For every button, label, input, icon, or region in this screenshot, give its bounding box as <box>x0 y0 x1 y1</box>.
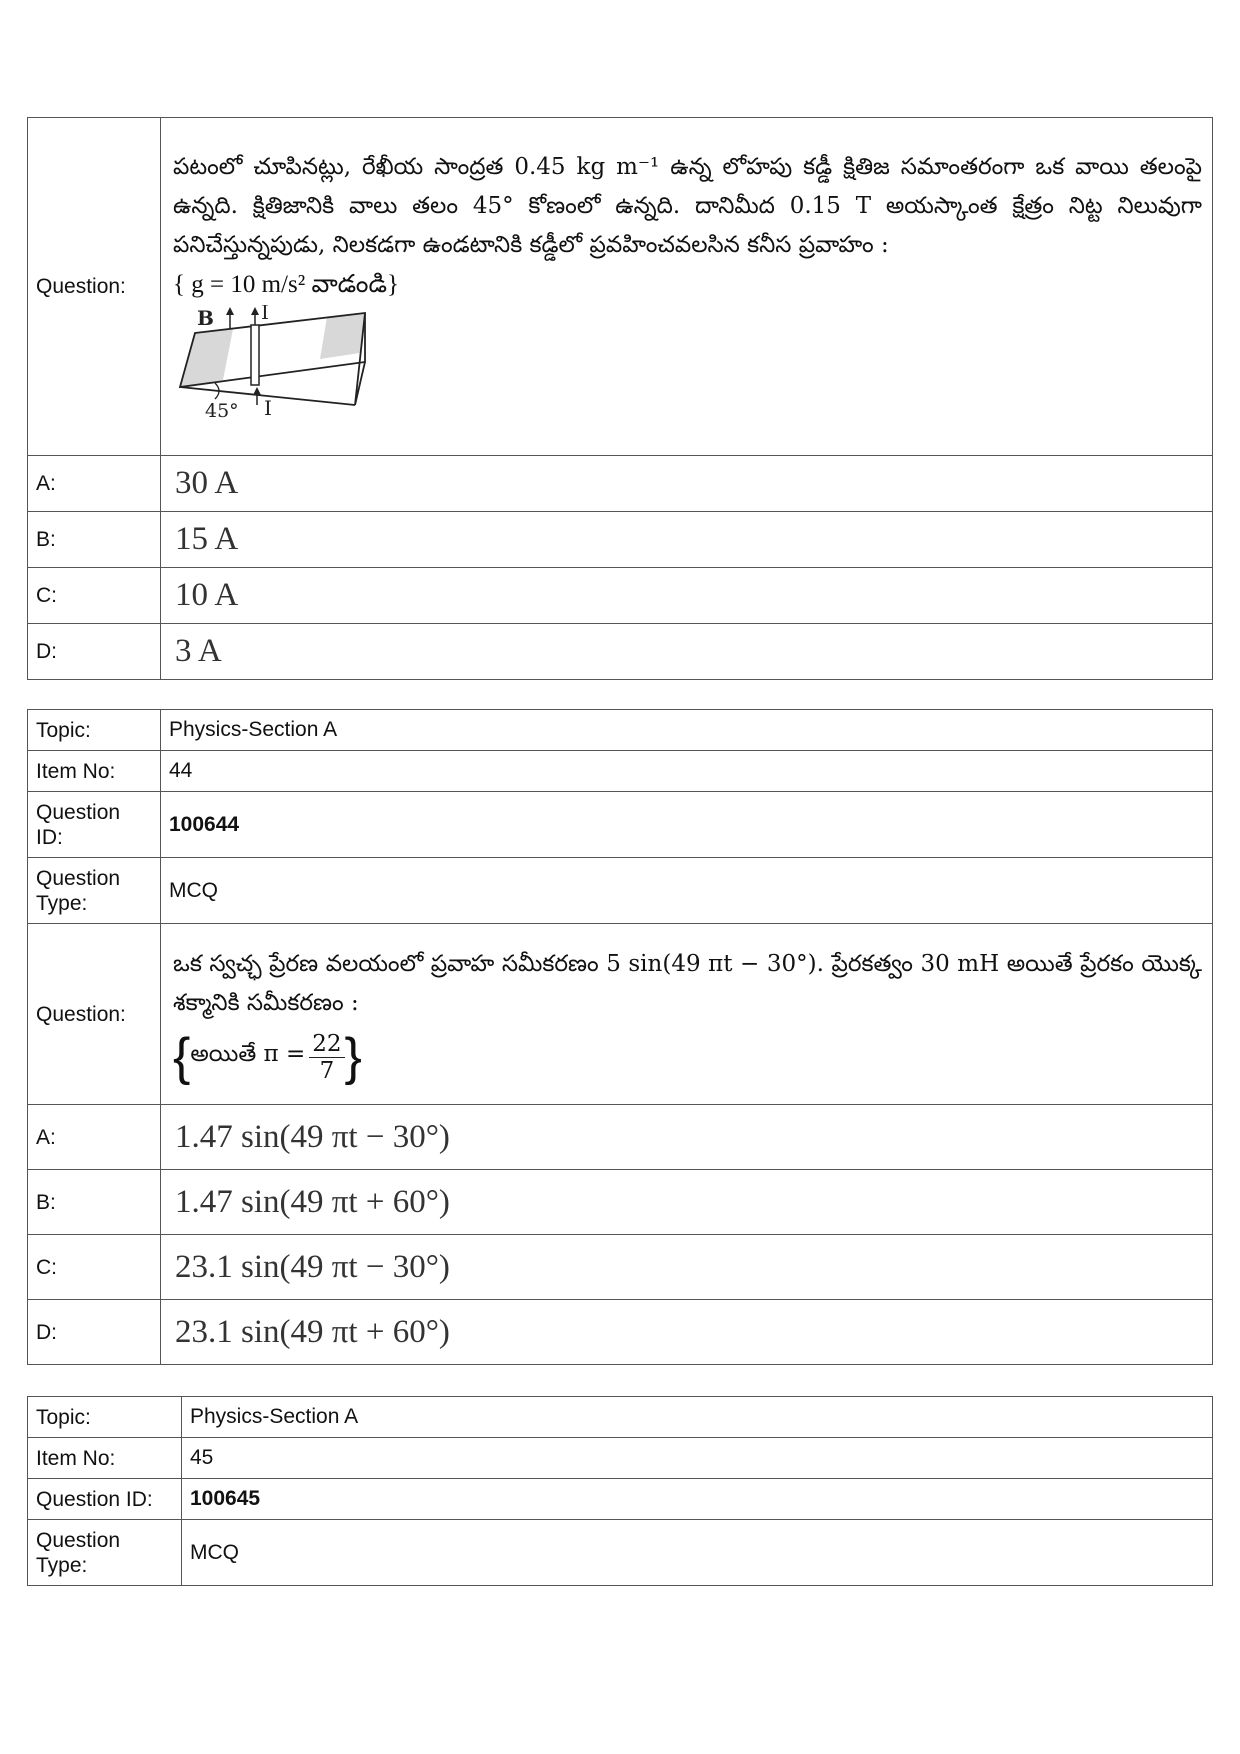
figure-angle-label: 45° <box>205 399 239 422</box>
question-id-row <box>28 792 1213 858</box>
pi-fraction <box>309 1031 344 1084</box>
pi-numerator: 22 <box>309 1031 344 1058</box>
figure-shade-right <box>320 313 365 359</box>
item-no-value: 44 <box>161 751 1213 792</box>
question-block-1 <box>27 117 1213 680</box>
question-id-value: 100645 <box>182 1479 1213 1520</box>
item-no-row <box>28 751 1213 792</box>
option-label-a: A: <box>28 456 161 512</box>
question-row <box>28 118 1213 456</box>
option-a: 30 A <box>161 456 1213 512</box>
note-brace-open: { <box>173 1028 191 1086</box>
item-no-value: 45 <box>182 1438 1213 1479</box>
option-d: 3 A <box>161 624 1213 680</box>
question-row <box>28 924 1213 1105</box>
option-d: 23.1 sin(49 πt + 60°) <box>161 1300 1213 1365</box>
option-a: 1.47 sin(49 πt − 30°) <box>161 1105 1213 1170</box>
question-text: పటంలో చూపినట్లు, రేఖీయ సాంద్రత 0.45 kg m⁻¹ ఉన్న లోహపు కడ్డీ క్షితిజ సమాంతరంగా ఒక వాయి తలంపై ఉన్నది. క్షితిజానికి వాలు తలం 45° కోణంలో ఉన్నది. దానిమీద 0.15 T అయస్కాంత క్షేత్రం నిట్ట నిలువుగా పనిచేస్తున్నపుడు, నిలకడగా ఉండటానికి కడ్డీలో ప్రవహించవలసిన కనీస ప్రవాహం : <box>173 153 1202 258</box>
question-type-row <box>28 858 1213 924</box>
question-id-label: Question ID: <box>28 1479 182 1520</box>
question-cell <box>161 118 1213 456</box>
question-type-row <box>28 1520 1213 1586</box>
option-row-b <box>28 512 1213 568</box>
question-type-label: Question Type: <box>28 1520 182 1586</box>
question-type-label: Question Type: <box>28 858 161 924</box>
topic-row <box>28 1397 1213 1438</box>
topic-value: Physics-Section A <box>182 1397 1213 1438</box>
question-cell <box>161 924 1213 1105</box>
figure-b-arrowhead <box>226 307 234 315</box>
option-label-c: C: <box>28 568 161 624</box>
question-id-row <box>28 1479 1213 1520</box>
figure-i-label-bottom: I <box>264 395 272 420</box>
question-label: Question: <box>28 924 161 1105</box>
option-row-c <box>28 568 1213 624</box>
option-row-d <box>28 1300 1213 1365</box>
question-block-3 <box>27 1396 1213 1586</box>
option-label-d: D: <box>28 1300 161 1365</box>
question-block-2 <box>27 709 1213 1365</box>
pi-denominator: 7 <box>319 1057 335 1084</box>
item-no-row <box>28 1438 1213 1479</box>
option-label-c: C: <box>28 1235 161 1300</box>
option-row-b <box>28 1170 1213 1235</box>
question-id-value: 100644 <box>161 792 1213 858</box>
option-label-b: B: <box>28 1170 161 1235</box>
topic-label: Topic: <box>28 1397 182 1438</box>
question-type-value: MCQ <box>161 858 1213 924</box>
question-note <box>173 1027 1202 1087</box>
figure-rod <box>251 325 259 385</box>
inclined-plane-figure <box>175 305 395 430</box>
question-label: Question: <box>28 118 161 456</box>
note-prefix: అయితే π = <box>190 1041 306 1068</box>
option-b: 1.47 sin(49 πt + 60°) <box>161 1170 1213 1235</box>
option-label-b: B: <box>28 512 161 568</box>
option-row-c <box>28 1235 1213 1300</box>
figure-current-arrow-top <box>251 307 259 315</box>
note-brace-close: } <box>344 1028 362 1086</box>
option-row-a <box>28 1105 1213 1170</box>
option-row-d <box>28 624 1213 680</box>
question-type-value: MCQ <box>182 1520 1213 1586</box>
question-note: { g = 10 m/s² వాడండి} <box>173 270 399 298</box>
option-b: 15 A <box>161 512 1213 568</box>
option-c: 23.1 sin(49 πt − 30°) <box>161 1235 1213 1300</box>
topic-label: Topic: <box>28 710 161 751</box>
figure-b-label: B <box>197 305 214 330</box>
figure-i-label-top: I <box>261 304 269 324</box>
figure-current-arrow-bottom <box>253 387 261 395</box>
topic-row <box>28 710 1213 751</box>
option-label-d: D: <box>28 624 161 680</box>
topic-value: Physics-Section A <box>161 710 1213 751</box>
item-no-label: Item No: <box>28 1438 182 1479</box>
question-text: ఒక స్వచ్ఛ ప్రేరణ వలయంలో ప్రవాహ సమీకరణం 5 sin(49 πt − 30°). ప్రేరకత్వం 30 mH అయితే ప్రేరకం యొక్క శక్మానికి సమీకరణం : <box>173 951 1202 1016</box>
option-c: 10 A <box>161 568 1213 624</box>
option-row-a <box>28 456 1213 512</box>
question-id-label: Question ID: <box>28 792 161 858</box>
option-label-a: A: <box>28 1105 161 1170</box>
item-no-label: Item No: <box>28 751 161 792</box>
